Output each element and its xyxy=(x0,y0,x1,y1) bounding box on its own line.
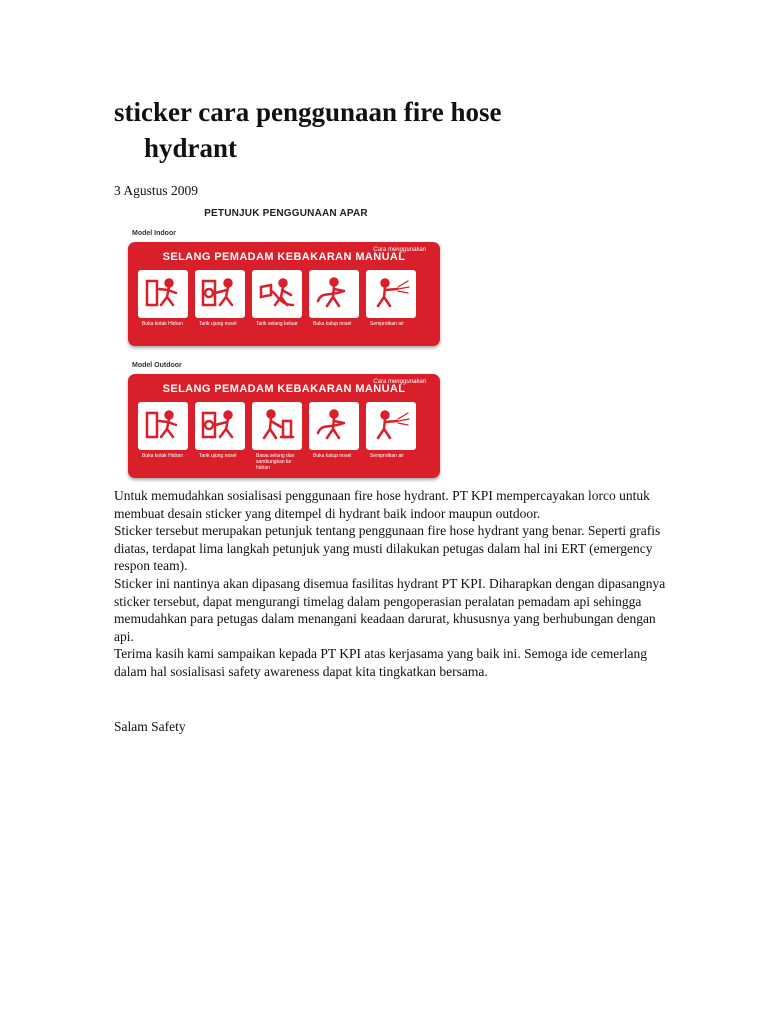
paragraph: Untuk memudahkan sosialisasi penggunaan fire hose hydrant. PT KPI mempercayakan lorco untuk membuat desain sticker yang ditempel di hydrant baik indoor maupun outdoor. xyxy=(114,488,650,521)
sticker-figure xyxy=(124,206,448,482)
step-2 xyxy=(195,270,245,327)
step-2 xyxy=(195,402,245,471)
spray-water-pictogram-icon xyxy=(366,402,416,450)
step-3 xyxy=(252,270,302,327)
step-4 xyxy=(309,270,359,327)
title-line-1: sticker cara penggunaan fire hose xyxy=(114,97,502,127)
open-cabinet-pictogram-icon xyxy=(138,402,188,450)
model-outdoor-label: Model Outdoor xyxy=(132,362,182,369)
step-4 xyxy=(309,402,359,471)
closing-signoff: Salam Safety xyxy=(114,719,186,734)
article-body xyxy=(114,487,674,681)
step-1 xyxy=(138,270,188,327)
step-label: Semprotkan air xyxy=(370,453,404,459)
step-label: Semprotkan air xyxy=(370,321,404,327)
steps-outdoor xyxy=(138,402,416,471)
paragraph: Sticker tersebut merupakan petunjuk tentang penggunaan fire hose hydrant yang benar. Seperti grafis diatas, terdapat lima langkah petunjuk yang musti dilakukan petugas dalam hal ini ERT (emergency respon team). xyxy=(114,523,661,574)
step-label: Buka katup nosel xyxy=(313,321,352,327)
step-label: Buka kotak Hidran xyxy=(142,453,183,459)
pull-hose-pictogram-icon xyxy=(252,270,302,318)
figure-heading: PETUNJUK PENGGUNAAN APAR xyxy=(204,208,368,219)
step-1 xyxy=(138,402,188,471)
paragraph: Sticker ini nantinya akan dipasang disemua fasilitas hydrant PT KPI. Diharapkan dengan dipasangnya sticker tersebut, dapat mengurangi timelag dalam pengoperasian peralatan pemadam api sehingga memudahkan para petugas dalam menangani keadaan darurat, khususnya yang berhubungan dengan api. xyxy=(114,575,666,644)
sticker-outdoor xyxy=(128,374,440,478)
sticker-title: SELANG PEMADAM KEBAKARAN MANUAL xyxy=(162,251,406,263)
cara-label: Cara menggunakan xyxy=(373,247,426,253)
pull-nozzle-pictogram-icon xyxy=(195,270,245,318)
connect-hydrant-pictogram-icon xyxy=(252,402,302,450)
title-line-2: hydrant xyxy=(144,133,238,163)
step-3 xyxy=(252,402,302,471)
step-label: Tarik ujung nosel xyxy=(199,321,237,327)
steps-indoor xyxy=(138,270,416,327)
spray-water-pictogram-icon xyxy=(366,270,416,318)
open-cabinet-pictogram-icon xyxy=(138,270,188,318)
step-label: Bawa selang dan sambungkan ke hidran xyxy=(256,453,295,471)
step-5 xyxy=(366,402,416,471)
sticker-indoor xyxy=(128,242,440,346)
step-label: Buka kotak Hidran xyxy=(142,321,183,327)
step-label: Buka katup nosel xyxy=(313,453,352,459)
sticker-title: SELANG PEMADAM KEBAKARAN MANUAL xyxy=(162,383,406,395)
step-label: Tarik ujung nosel xyxy=(199,453,237,459)
step-label: Tarik selang keluar xyxy=(256,321,298,327)
open-valve-pictogram-icon xyxy=(309,402,359,450)
open-valve-pictogram-icon xyxy=(309,270,359,318)
pull-nozzle-pictogram-icon xyxy=(195,402,245,450)
article-title xyxy=(114,94,634,166)
model-indoor-label: Model Indoor xyxy=(132,230,176,237)
article-date: 3 Agustus 2009 xyxy=(114,183,199,198)
step-5 xyxy=(366,270,416,327)
paragraph: Terima kasih kami sampaikan kepada PT KPI atas kerjasama yang baik ini. Semoga ide cemerlang dalam hal sosialisasi safety awareness dapat kita tingkatkan bersama. xyxy=(114,646,648,679)
cara-label: Cara menggunakan xyxy=(373,379,426,385)
